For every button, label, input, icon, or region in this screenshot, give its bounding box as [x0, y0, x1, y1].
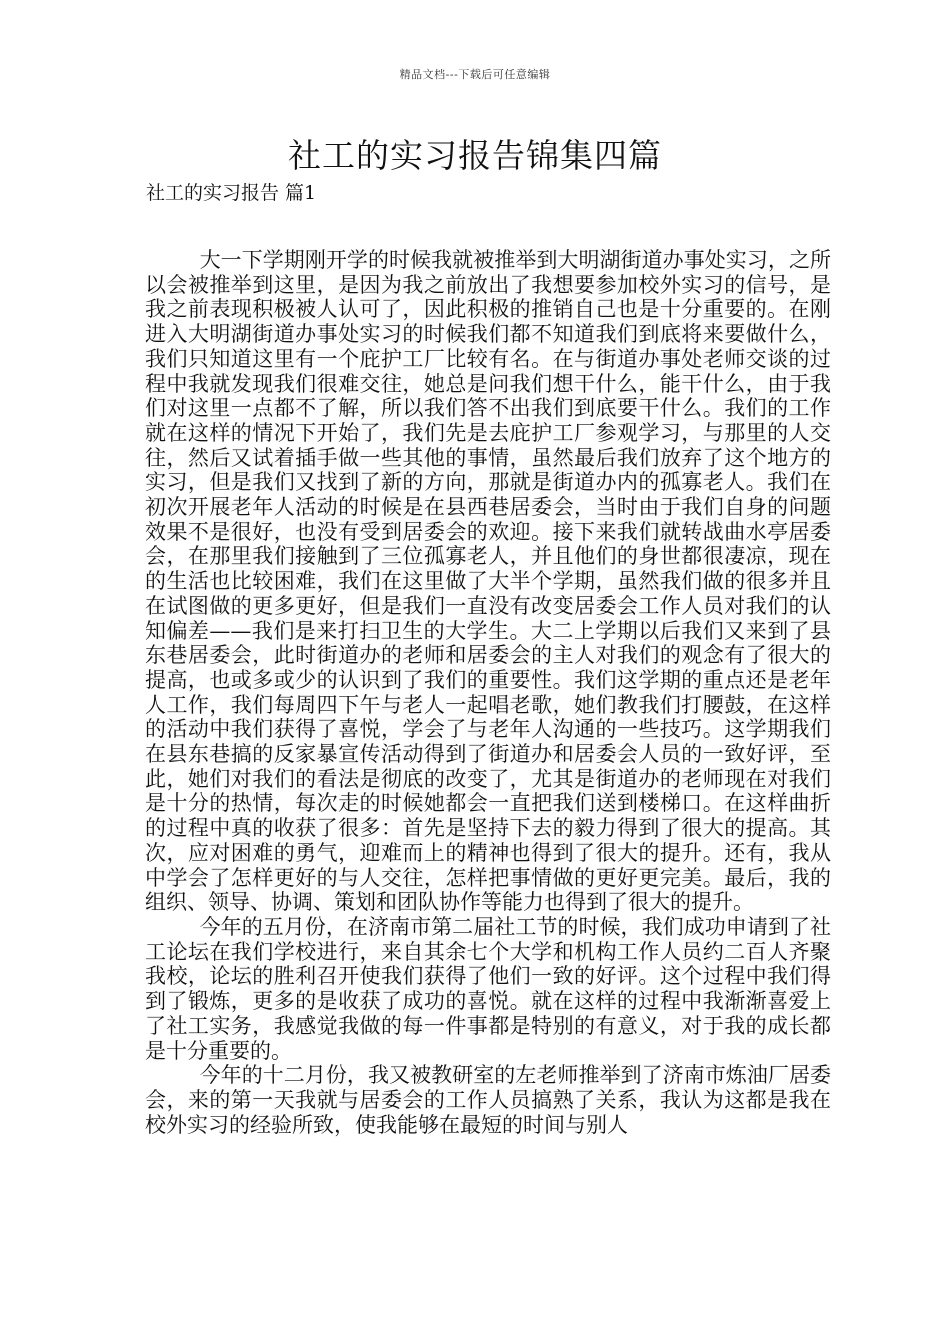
- header-watermark: 精品文档---下载后可任意编辑: [399, 68, 551, 81]
- body-text: [145, 248, 831, 1328]
- paragraph-2: 今年的五月份，在济南市第二届社工节的时候，我们成功申请到了社工论坛在我们学校进行，来自其余七个大学和机构工作人员约二百人齐聚我校，论坛的胜利召开使我们获得了他们一致的好评。这个过程中我们得到了锻炼，更多的是收获了成功的喜悦。就在这样的过程中我渐渐喜爱上了社工实务，我感觉我做的每一件事都是特别的有意义，对于我的成长都是十分重要的。: [145, 914, 831, 1063]
- document-title: 社工的实习报告锦集四篇: [288, 136, 662, 175]
- paragraph-3: 今年的十二月份，我又被教研室的左老师推举到了济南市炼油厂居委会，来的第一天我就与居委会的工作人员搞熟了关系，我认为这都是我在校外实习的经验所致，使我能够在最短的时间与别人: [145, 1063, 831, 1137]
- paragraph-1: 大一下学期刚开学的时候我就被推举到大明湖街道办事处实习，之所以会被推举到这里，是因为我之前放出了我想要参加校外实习的信号，是我之前表现积极被人认可了，因此积极的推销自己也是十分重要的。在刚进入大明湖街道办事处实习的时候我们都不知道我们到底将来要做什么，我们只知道这里有一个庇护工厂比较有名。在与街道办事处老师交谈的过程中我就发现我们很难交往，她总是问我们想干什么，能干什么，由于我们对这里一点都不了解，所以我们答不出我们到底要干什么。我们的工作就在这样的情况下开始了，我们先是去庇护工厂参观学习，与那里的人交往，然后又试着插手做一些其他的事情，虽然最后我们放弃了这个地方的实习，但是我们又找到了新的方向，那就是街道办内的孤寡老人。我们在初次开展老年人活动的时候是在县西巷居委会，当时由于我们自身的问题效果不是很好，也没有受到居委会的欢迎。接下来我们就转战曲水亭居委会，在那里我们接触到了三位孤寡老人，并且他们的身世都很凄凉，现在的生活也比较困难，我们在这里做了大半个学期，虽然我们做的很多并且在试图做的更多更好，但是我们一直没有改变居委会工作人员对我们的认知偏差——我们是来打扫卫生的大学生。大二上学期以后我们又来到了县东巷居委会，此时街道办的老师和居委会的主人对我们的观念有了很大的提高，也或多或少的认识到了我们的重要性。我们这学期的重点还是老年人工作，我们每周四下午与老人一起唱老歌，她们教我们打腰鼓，在这样的活动中我们获得了喜悦，学会了与老年人沟通的一些技巧。这学期我们在县东巷搞的反家暴宣传活动得到了街道办和居委会人员的一致好评，至此，她们对我们的看法是彻底的改变了，尤其是街道办的老师现在对我们是十分的热情，每次走的时候她都会一直把我们送到楼梯口。在这样曲折的过程中真的收获了很多：首先是坚持下去的毅力得到了很大的提高。其次，应对困难的勇气，迎难而上的精神也得到了很大的提升。还有，我从中学会了怎样更好的与人交往，怎样把事情做的更好更完美。最后，我的组织、领导、协调、策划和团队协作等能力也得到了很大的提升。: [145, 248, 831, 915]
- section-subtitle: 社工的实习报告 篇1: [146, 182, 317, 204]
